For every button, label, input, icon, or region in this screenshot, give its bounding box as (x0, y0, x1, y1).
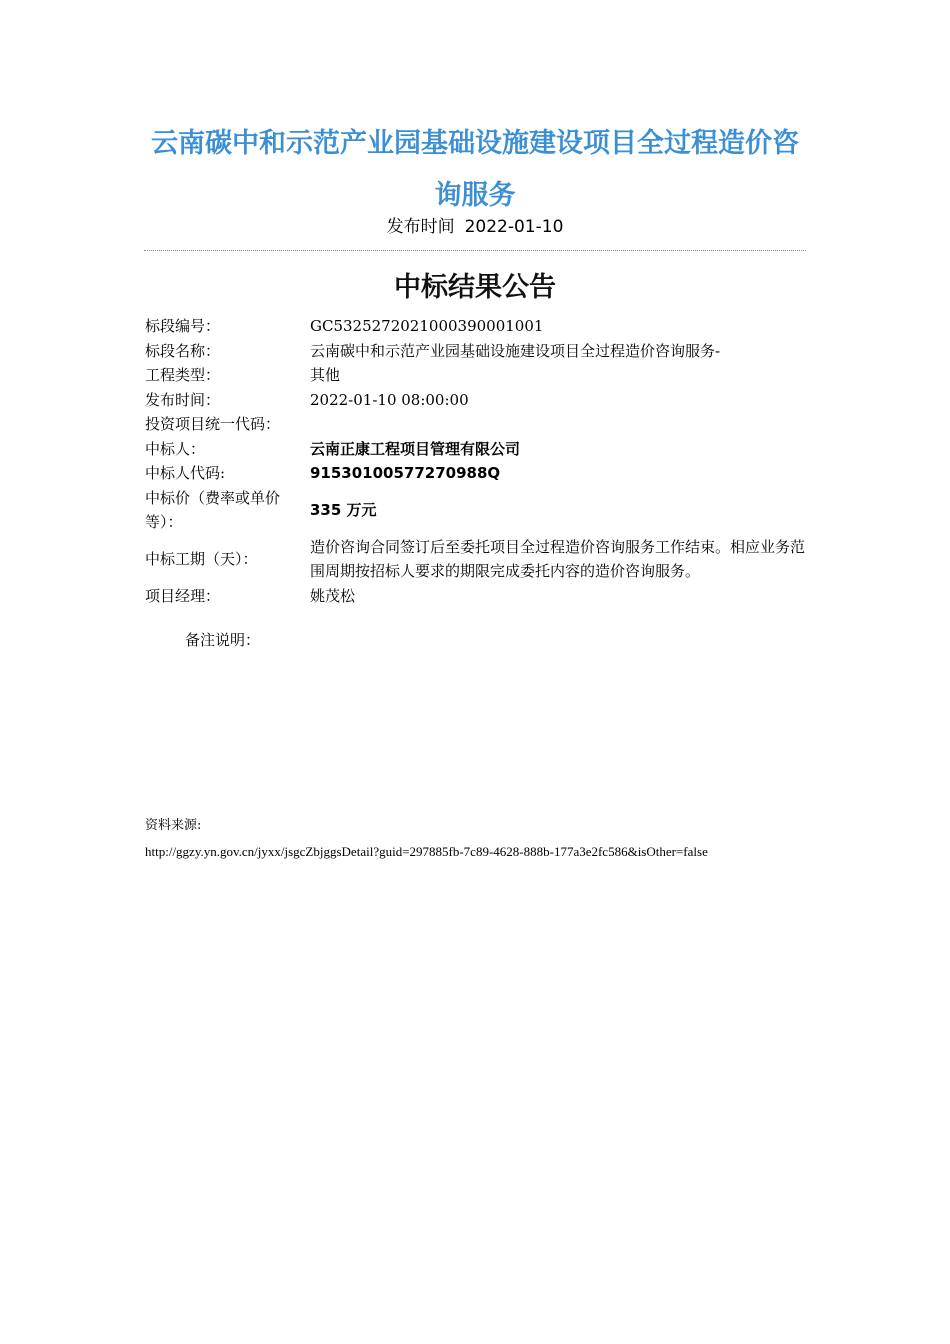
table-row (145, 535, 810, 584)
publish-info (140, 214, 810, 240)
field-label: 标段编号： (145, 317, 221, 335)
section-name-value: 云南碳中和示范产业园基础设施建设项目全过程造价咨询服务- (310, 341, 721, 360)
field-label: 中标工期（天）： (145, 549, 258, 568)
field-label: 中标人： (145, 439, 206, 458)
table-row (145, 363, 810, 388)
field-label: 中标价（费率或单价等）： (145, 488, 281, 531)
bid-price-value: 335 万元 (310, 500, 377, 519)
publish-label: 发布时间 (386, 217, 455, 237)
duration-value: 造价咨询合同签订后至委托项目全过程造价咨询服务工作结束。相应业务范围周期按招标人要求的期限完成委托内容的造价咨询服务。 (310, 537, 806, 580)
winner-code-value: 91530100577270988Q (310, 464, 501, 482)
table-row (145, 339, 810, 364)
field-label: 工程类型： (145, 366, 221, 384)
remarks-label: 备注说明： (185, 631, 261, 649)
source-label: 资料来源: (145, 818, 202, 833)
project-type-value: 其他 (310, 366, 341, 384)
publish-date: 2022-01-10 (464, 217, 564, 237)
source-url: http://ggzy.yn.gov.cn/jyxx/jsgcZbjggsDetail?guid=297885fb-7c89-4628-888b-177a3e2fc586&isOther=false (145, 844, 708, 859)
table-row (145, 412, 810, 437)
field-label: 项目经理： (145, 586, 221, 605)
publish-time-value: 2022-01-10 08:00:00 (310, 390, 469, 409)
field-label: 发布时间： (145, 390, 221, 409)
field-label: 标段名称： (145, 341, 221, 360)
field-label: 投资项目统一代码： (145, 415, 281, 433)
section-code-value: GC5325272021000390001001 (310, 317, 544, 335)
investment-code-value (310, 412, 810, 437)
page-title: 云南碳中和示范产业园基础设施建设项目全过程造价咨询服务 (151, 128, 799, 211)
table-row (145, 314, 810, 339)
table-row (145, 584, 810, 609)
award-info-table (145, 314, 810, 608)
winner-value: 云南正康工程项目管理有限公司 (310, 439, 521, 458)
table-row (145, 486, 810, 535)
field-label: 中标人代码: (145, 464, 226, 482)
table-row (145, 461, 810, 486)
table-row (145, 437, 810, 462)
dotted-divider (144, 250, 806, 251)
notice-title: 中标结果公告 (394, 272, 556, 303)
project-manager-value: 姚茂松 (310, 586, 356, 605)
table-row (145, 388, 810, 413)
